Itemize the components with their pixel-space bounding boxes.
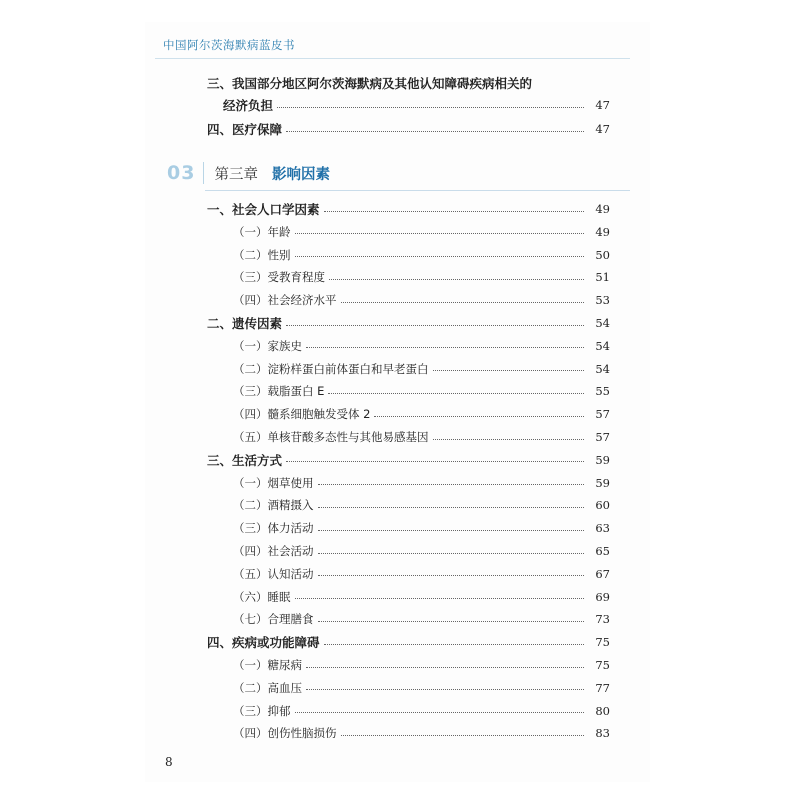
toc-entry-label: 一、社会人口学因素 <box>207 202 320 217</box>
toc-entry-label: （三）载脂蛋白 E <box>233 384 325 399</box>
toc-subsection-entry[interactable] <box>233 289 610 311</box>
toc-page-number: 75 <box>595 658 610 672</box>
toc-subsection-entry[interactable] <box>233 540 610 562</box>
toc-subsection-entry[interactable] <box>233 221 610 243</box>
toc-entry-label: 四、医疗保障 <box>207 122 283 137</box>
toc-entry-label: （二）高血压 <box>233 680 302 695</box>
toc-page-number: 47 <box>595 98 610 112</box>
book-page <box>145 22 650 782</box>
toc-entry-label: 四、疾病或功能障碍 <box>207 635 320 651</box>
toc-entry-label: （二）性别 <box>233 247 291 262</box>
dot-leader <box>318 621 585 622</box>
dot-leader <box>306 667 584 668</box>
dot-leader <box>306 689 584 690</box>
toc-entry-label: （一）家族史 <box>233 338 302 353</box>
toc-entry-label: 二、遗传因素 <box>207 316 283 331</box>
toc-page-number: 51 <box>595 270 610 285</box>
toc-subsection-entry[interactable] <box>233 722 610 744</box>
toc-subsection-entry[interactable] <box>233 700 610 722</box>
dot-leader <box>286 461 584 462</box>
dot-leader <box>374 416 584 417</box>
toc-entry-label: （四）髓系细胞触发受体 2 <box>233 407 371 422</box>
toc-subsection-entry[interactable] <box>233 335 610 357</box>
page-number: 8 <box>165 755 173 769</box>
toc-page-number: 80 <box>595 703 610 718</box>
toc-page-number: 73 <box>595 612 610 627</box>
toc-entry-label: 三、生活方式 <box>207 452 283 468</box>
toc-entry-label: （五）认知活动 <box>233 566 314 581</box>
toc-page-number: 49 <box>595 224 610 239</box>
toc-entry-label: （一）年龄 <box>233 224 291 239</box>
toc-entry-economic-burden-line1: 三、我国部分地区阿尔茨海默病及其他认知障碍疾病相关的 <box>207 76 533 91</box>
toc-subsection-entry[interactable] <box>233 244 610 266</box>
toc-subsection-entry[interactable] <box>233 403 610 425</box>
toc-entry-label: （三）抑郁 <box>233 703 291 718</box>
toc-entry-label: （一）糖尿病 <box>233 658 302 672</box>
header-divider <box>155 58 630 59</box>
toc-subsection-entry[interactable] <box>233 608 610 630</box>
toc-section-entry[interactable] <box>207 198 610 220</box>
toc-section-entry[interactable] <box>207 312 610 334</box>
chapter-heading <box>167 162 330 184</box>
toc-page-number: 54 <box>595 361 610 376</box>
toc-entry-label: （三）受教育程度 <box>233 270 325 285</box>
toc-entry-economic-burden[interactable] <box>223 94 610 116</box>
dot-leader <box>286 131 584 132</box>
toc-page-number: 75 <box>595 635 610 650</box>
dot-leader <box>318 553 585 554</box>
dot-leader <box>341 735 585 736</box>
toc-entry-label: （四）创伤性脑损伤 <box>233 726 337 741</box>
toc-entry-label: （二）酒精摄入 <box>233 498 314 513</box>
toc-page-number: 57 <box>595 407 610 422</box>
toc-page-number: 83 <box>595 726 610 741</box>
toc-page-number: 65 <box>595 544 610 558</box>
dot-leader <box>295 598 585 599</box>
toc-section-entry[interactable] <box>207 449 610 471</box>
toc-page-number: 47 <box>595 122 610 136</box>
running-header: 中国阿尔茨海默病蓝皮书 <box>163 38 295 52</box>
dot-leader <box>328 393 584 394</box>
toc-page-number: 55 <box>595 384 610 399</box>
dot-leader <box>318 507 585 508</box>
toc-entry-label: （四）社会活动 <box>233 544 314 558</box>
toc-page-number: 54 <box>595 316 610 330</box>
toc-subsection-entry[interactable] <box>233 380 610 402</box>
toc-subsection-entry[interactable] <box>233 677 610 699</box>
dot-leader <box>318 575 585 576</box>
toc-entry-label: （二）淀粉样蛋白前体蛋白和早老蛋白 <box>233 361 429 376</box>
toc-page-number: 63 <box>595 521 610 536</box>
toc-page-number: 49 <box>595 202 610 216</box>
dot-leader <box>433 439 585 440</box>
dot-leader <box>277 107 584 108</box>
dot-leader <box>318 530 585 531</box>
toc-section-entry[interactable] <box>207 631 610 653</box>
chapter-title: 第三章 <box>214 166 258 183</box>
toc-subsection-entry[interactable] <box>233 517 610 539</box>
dot-leader <box>295 256 585 257</box>
toc-page-number: 50 <box>595 247 610 262</box>
toc-subsection-entry[interactable] <box>233 494 610 516</box>
dot-leader <box>286 325 584 326</box>
toc-entry-label: （七）合理膳食 <box>233 612 314 627</box>
chapter-number: 03 <box>167 162 196 184</box>
toc-subsection-entry[interactable] <box>233 266 610 288</box>
toc-entry-medical-security[interactable] <box>207 118 610 140</box>
toc-entry-label: （五）单核苷酸多态性与其他易感基因 <box>233 430 429 444</box>
toc-page-number: 54 <box>595 338 610 353</box>
toc-page-number: 60 <box>595 498 610 513</box>
toc-subsection-entry[interactable] <box>233 563 610 585</box>
toc-page-number: 67 <box>595 566 610 581</box>
dot-leader <box>295 712 585 713</box>
toc-subsection-entry[interactable] <box>233 358 610 380</box>
toc-page-number: 57 <box>595 430 610 444</box>
dot-leader <box>306 347 584 348</box>
toc-subsection-entry[interactable] <box>233 586 610 608</box>
toc-entry-label: （六）睡眠 <box>233 589 291 604</box>
toc-subsection-entry[interactable] <box>233 426 610 448</box>
toc-page-number: 77 <box>595 680 610 695</box>
chapter-separator <box>203 162 204 184</box>
dot-leader <box>295 233 585 234</box>
dot-leader <box>324 211 584 212</box>
toc-page-number: 59 <box>595 452 610 467</box>
toc-page-number: 69 <box>595 589 610 604</box>
dot-leader <box>329 279 584 280</box>
dot-leader <box>318 484 585 485</box>
toc-page-number: 53 <box>595 293 610 308</box>
toc-entry-label: （四）社会经济水平 <box>233 293 337 308</box>
toc-entry-label: 经济负担 <box>223 98 274 113</box>
toc-page-number: 59 <box>595 475 610 490</box>
toc-entry-label: （三）体力活动 <box>233 521 314 536</box>
toc-entry-label: （一）烟草使用 <box>233 475 314 490</box>
chapter-name: 影响因素 <box>271 166 330 183</box>
toc-subsection-entry[interactable] <box>233 472 610 494</box>
toc-subsection-entry[interactable] <box>233 654 610 676</box>
dot-leader <box>324 644 584 645</box>
dot-leader <box>433 370 585 371</box>
chapter-divider <box>205 190 630 191</box>
dot-leader <box>341 302 585 303</box>
